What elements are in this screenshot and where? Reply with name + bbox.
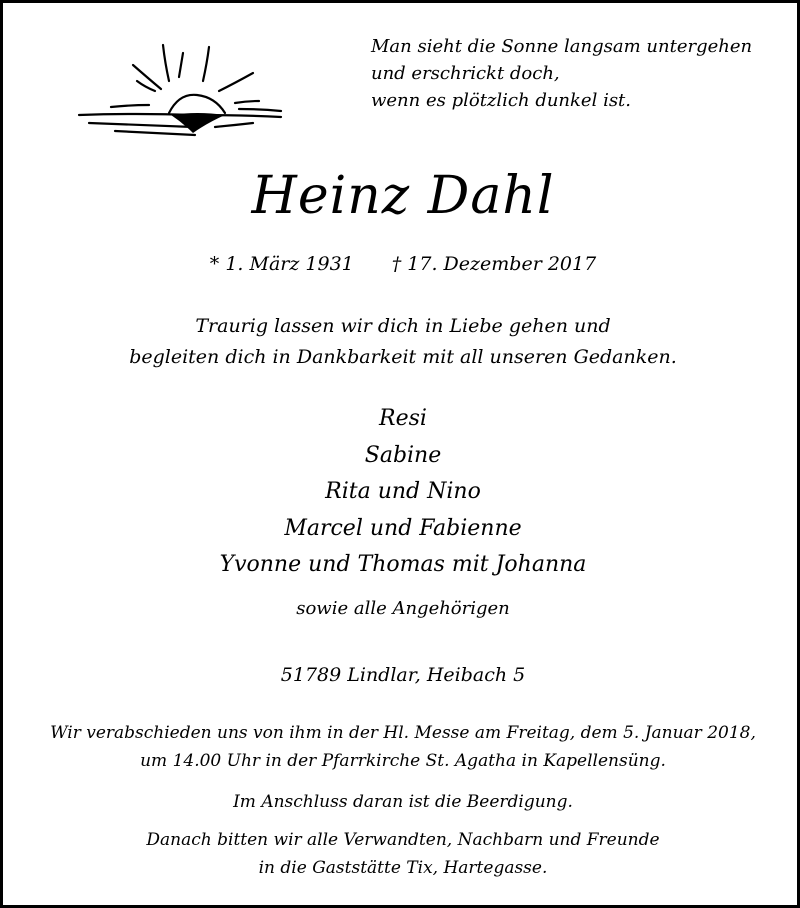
birth-date: * 1. März 1931 xyxy=(209,253,354,275)
family-name: Rita und Nino xyxy=(325,479,481,504)
family-name: Resi xyxy=(379,406,427,431)
address: 51789 Lindlar, Heibach 5 xyxy=(280,664,526,686)
death-date: † 17. Dezember 2017 xyxy=(391,253,597,275)
memorial-verse xyxy=(3,311,800,373)
family-list xyxy=(3,401,800,584)
sunset-icon xyxy=(75,41,285,137)
poem-line: und erschrickt doch, xyxy=(371,63,560,84)
family-name: Marcel und Fabienne xyxy=(284,515,522,541)
invite-line: in die Gaststätte Tix, Hartegasse. xyxy=(258,858,548,878)
service-line: Wir verabschieden uns von ihm in der Hl. Messe am Freitag, dem 5. Januar 2018, xyxy=(50,723,756,743)
poem-line: Man sieht die Sonne langsam untergehen xyxy=(371,36,753,57)
service-info xyxy=(3,719,800,775)
poem xyxy=(371,33,781,114)
family-name: Yvonne und Thomas mit Johanna xyxy=(219,552,587,577)
life-dates xyxy=(3,249,800,279)
relatives-line: sowie alle Angehörigen xyxy=(296,598,510,619)
verse-line: Traurig lassen wir dich in Liebe gehen und xyxy=(195,315,611,337)
verse-line: begleiten dich in Dankbarkeit mit all unseren Gedanken. xyxy=(129,346,677,368)
poem-line: wenn es plötzlich dunkel ist. xyxy=(371,90,632,111)
invite-line: Danach bitten wir alle Verwandten, Nachbarn und Freunde xyxy=(146,830,660,850)
invitation xyxy=(3,826,800,882)
family-name: Sabine xyxy=(364,442,442,468)
burial-info: Im Anschluss daran ist die Beerdigung. xyxy=(233,792,573,812)
deceased-name: Heinz Dahl xyxy=(251,166,555,226)
service-line: um 14.00 Uhr in der Pfarrkirche St. Agatha in Kapellensüng. xyxy=(140,751,666,771)
